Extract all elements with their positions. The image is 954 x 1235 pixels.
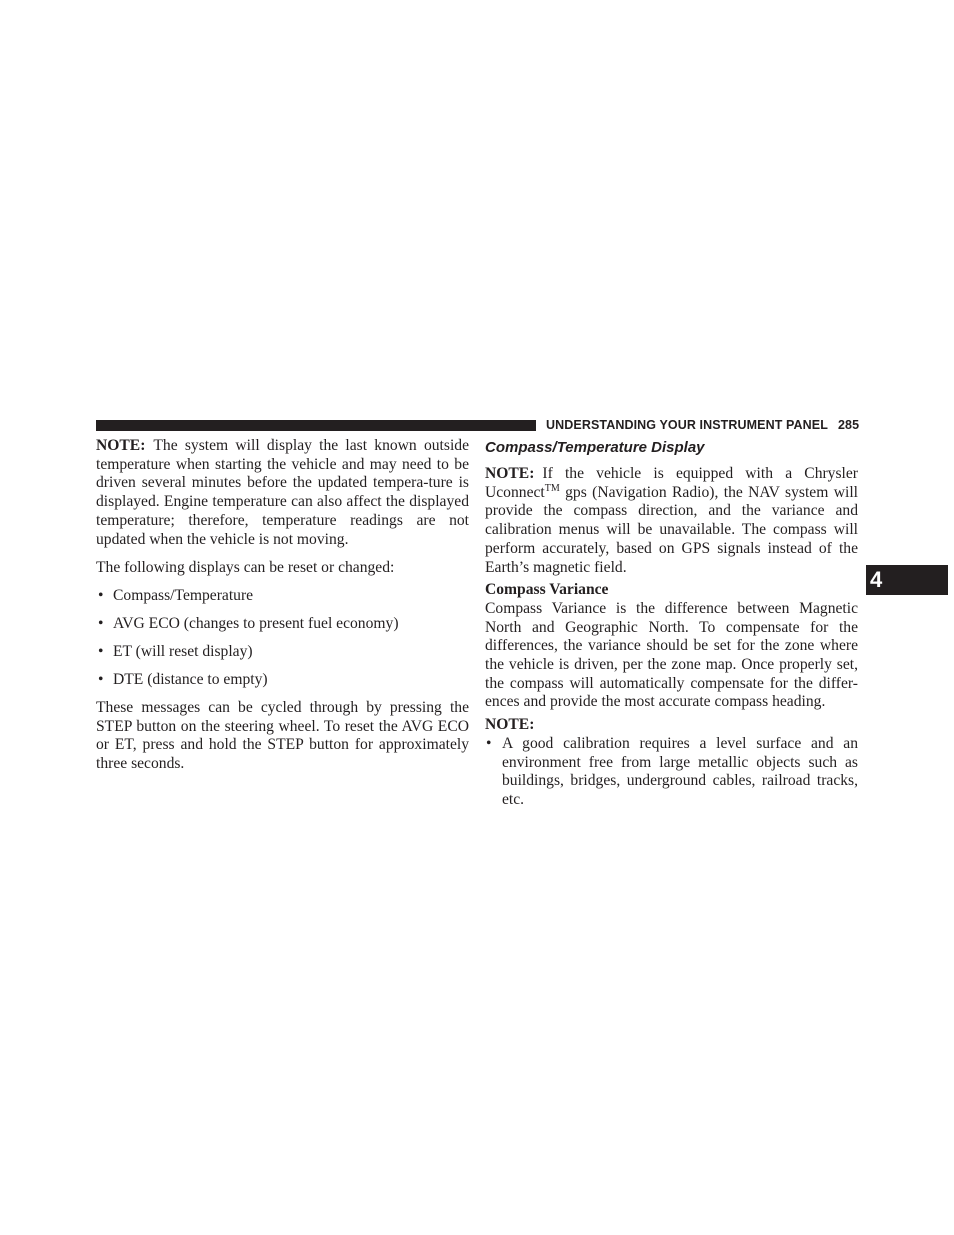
closing-paragraph: These messages can be cycled through by pressing the STEP button on the steering wheel. To reset the AVG ECO or ET, press and hold the STEP button for approximately three seconds. <box>96 698 469 773</box>
header-rule <box>96 420 536 431</box>
note-text-after: gps (Navigation Radio), the NAV system will provide the compass direction, and the variance and calibration menus will be unavailable. The compass will perform accurately, based on GPS signals instead of the Earth’s magnetic field. <box>485 483 858 576</box>
subheading: Compass Variance <box>485 581 609 599</box>
note-label: NOTE: <box>485 465 535 482</box>
chapter-tab: 4 <box>866 565 948 595</box>
list-item: • A good calibration requires a level surface and an environment free from large metallic objects such as buildings, bridges, underground cables, railroad tracks, etc. <box>485 735 858 810</box>
left-column <box>96 437 469 774</box>
trademark-mark: TM <box>544 482 560 494</box>
intro-paragraph: The following displays can be reset or changed: <box>96 559 395 577</box>
display-list <box>96 587 469 690</box>
note-text: The system will display the last known outside temperature when starting the vehicle and may need to be driven several minutes before the updated tempera-ture is displayed. Engine temperature can also affect the displayed temperature; therefore, temperature readings are not updated when the vehicle is not moving. <box>96 437 469 548</box>
note-heading: NOTE: <box>485 716 535 734</box>
list-item: • DTE (distance to empty) <box>96 671 469 690</box>
note-paragraph <box>96 437 469 549</box>
page-number: 285 <box>837 418 860 432</box>
calibration-list <box>485 735 858 810</box>
list-item: • Compass/Temperature <box>96 587 469 606</box>
note-text-before: If the vehicle is equipped with a Chrysler Uconnect <box>485 465 858 501</box>
gps-note-paragraph <box>485 465 858 577</box>
note-label: NOTE: <box>96 437 146 454</box>
running-header <box>546 417 858 433</box>
right-column <box>485 437 858 810</box>
list-item: • ET (will reset display) <box>96 643 469 662</box>
section-heading: Compass/Temperature Display <box>485 439 705 456</box>
variance-paragraph: Compass Variance is the difference between Magnetic North and Geographic North. To compensate for the differences, the variance should be set for the zone where the vehicle is driven, per the zone map. Once properly set, the compass will automatically compensate for the differ-ences and provide the most accurate compass heading. <box>485 599 858 711</box>
list-item: • AVG ECO (changes to present fuel economy) <box>96 615 469 634</box>
section-title: UNDERSTANDING YOUR INSTRUMENT PANEL <box>546 418 828 432</box>
